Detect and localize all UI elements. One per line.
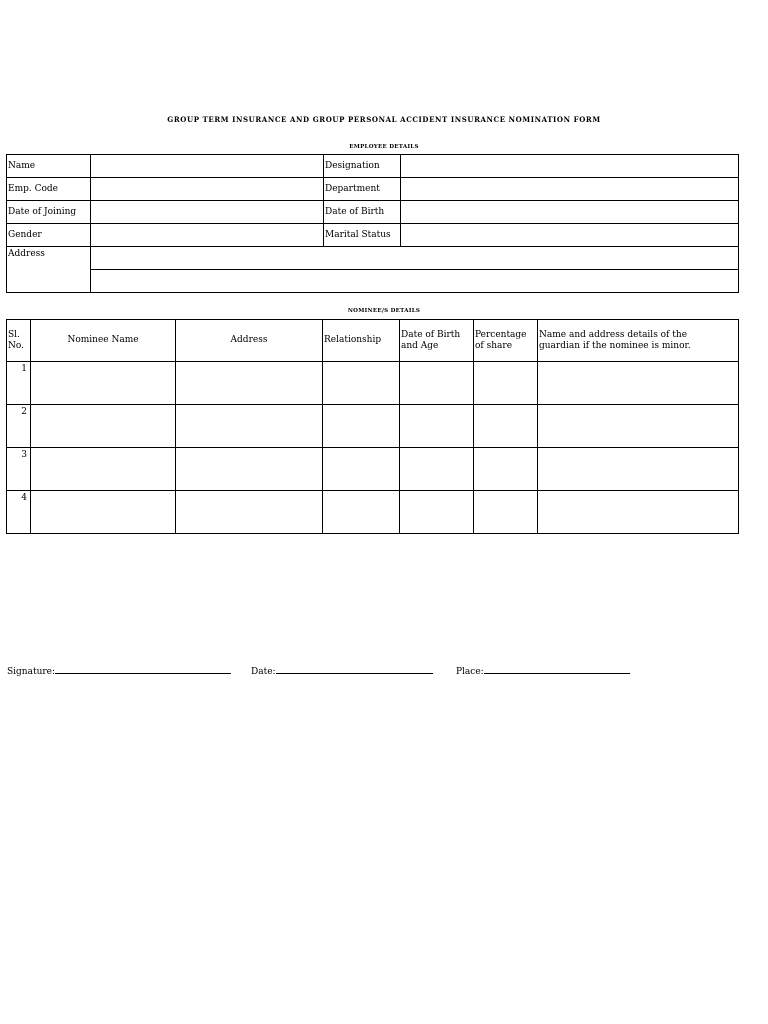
sl-no-cell: 1 (7, 362, 31, 405)
relationship-cell[interactable] (323, 491, 400, 534)
dob-age-cell[interactable] (400, 362, 474, 405)
date-block (251, 664, 433, 677)
nominee-name-header: Nominee Name (31, 320, 176, 362)
date-line[interactable] (276, 664, 433, 674)
relationship-cell[interactable] (323, 405, 400, 448)
nominee-details-heading: NOMINEE/S DETAILS (347, 308, 421, 314)
nominee-address-cell[interactable] (176, 405, 323, 448)
nominee-details-table (6, 319, 739, 534)
table-row (7, 448, 739, 491)
guardian-cell[interactable] (538, 448, 739, 491)
table-row (7, 247, 739, 270)
address-header: Address (176, 320, 323, 362)
address-field-line-1[interactable] (91, 247, 739, 270)
percentage-cell[interactable] (474, 362, 538, 405)
nominee-name-cell[interactable] (31, 405, 176, 448)
gender-field[interactable] (91, 224, 324, 247)
dob-age-cell[interactable] (400, 405, 474, 448)
sl-no-cell: 4 (7, 491, 31, 534)
table-row (7, 405, 739, 448)
sl-no-cell: 3 (7, 448, 31, 491)
gender-label: Gender (7, 224, 91, 247)
nominee-address-cell[interactable] (176, 491, 323, 534)
table-row (7, 270, 739, 293)
guardian-cell[interactable] (538, 362, 739, 405)
sl-no-cell: 2 (7, 405, 31, 448)
marital-status-label: Marital Status (324, 224, 401, 247)
designation-label: Designation (324, 155, 401, 178)
department-label: Department (324, 178, 401, 201)
place-block (456, 664, 630, 677)
employee-details-heading: EMPLOYEE DETAILS (349, 144, 419, 150)
emp-code-field[interactable] (91, 178, 324, 201)
place-line[interactable] (484, 664, 630, 674)
place-label: Place: (456, 667, 484, 677)
table-row (7, 224, 739, 247)
signature-label: Signature: (7, 667, 56, 677)
date-label: Date: (251, 667, 276, 677)
table-row (7, 155, 739, 178)
nominee-address-cell[interactable] (176, 448, 323, 491)
form-title: GROUP TERM INSURANCE AND GROUP PERSONAL ACCIDENT INSURANCE NOMINATION FORM (167, 115, 601, 124)
dob-age-cell[interactable] (400, 491, 474, 534)
employee-details-table (6, 154, 739, 293)
table-row (7, 201, 739, 224)
date-of-joining-label: Date of Joining (7, 201, 91, 224)
sl-no-header: Sl. No. (7, 320, 31, 362)
date-of-joining-field[interactable] (91, 201, 324, 224)
date-of-birth-label: Date of Birth (324, 201, 401, 224)
relationship-header: Relationship (323, 320, 400, 362)
address-field-line-2[interactable] (91, 270, 739, 293)
table-row (7, 362, 739, 405)
signature-block (7, 664, 231, 677)
emp-code-label: Emp. Code (7, 178, 91, 201)
guardian-cell[interactable] (538, 405, 739, 448)
percentage-header: Percentage of share (474, 320, 538, 362)
designation-field[interactable] (401, 155, 739, 178)
name-label: Name (7, 155, 91, 178)
relationship-cell[interactable] (323, 448, 400, 491)
nominee-name-cell[interactable] (31, 362, 176, 405)
table-header-row (7, 320, 739, 362)
marital-status-field[interactable] (401, 224, 739, 247)
table-row (7, 491, 739, 534)
department-field[interactable] (401, 178, 739, 201)
dob-age-header: Date of Birth and Age (400, 320, 474, 362)
date-of-birth-field[interactable] (401, 201, 739, 224)
percentage-cell[interactable] (474, 448, 538, 491)
signature-line[interactable] (55, 664, 231, 674)
percentage-cell[interactable] (474, 405, 538, 448)
nominee-name-cell[interactable] (31, 491, 176, 534)
name-field[interactable] (91, 155, 324, 178)
relationship-cell[interactable] (323, 362, 400, 405)
address-label: Address (7, 247, 91, 293)
guardian-header: Name and address details of the guardian if the nominee is minor. (538, 320, 739, 362)
nominee-name-cell[interactable] (31, 448, 176, 491)
dob-age-cell[interactable] (400, 448, 474, 491)
table-row (7, 178, 739, 201)
guardian-cell[interactable] (538, 491, 739, 534)
nominee-address-cell[interactable] (176, 362, 323, 405)
percentage-cell[interactable] (474, 491, 538, 534)
